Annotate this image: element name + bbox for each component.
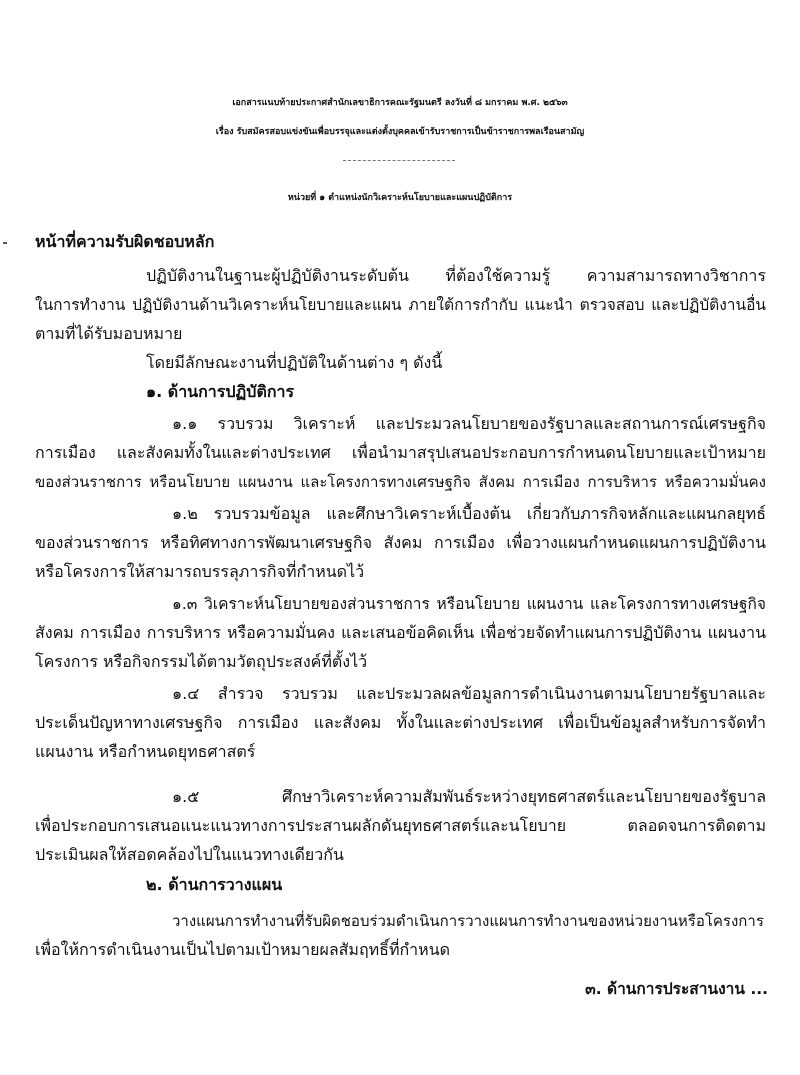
item-1-3-line-3: โครงการ หรือกิจกรรมได้ตามวัตถุประสงค์ที่ตั้งไว้ xyxy=(35,652,368,671)
header-line-1: เอกสารแนบท้ายประกาศสำนักเลขาธิการคณะรัฐมนตรี ลงวันที่ ๘ มกราคม พ.ศ. ๒๕๖๓ xyxy=(232,98,568,108)
section-2-heading: ๒. ด้านการวางแผน xyxy=(146,875,283,894)
item-1-1-line-2: การเมือง และสังคมทั้งในและต่างประเทศ เพื่อนำมาสรุปเสนอประกอบการกำหนดนโยบายและเป้าหมาย xyxy=(35,443,766,462)
item-1-1-line-3: ของส่วนราชการ หรือนโยบาย แผนงาน และโครงการทางเศรษฐกิจ สังคม การเมือง การบริหาร หรือความมั่นคง xyxy=(35,473,766,491)
item-1-2-line-2: ของส่วนราชการ หรือทิศทางการพัฒนาเศรษฐกิจ สังคม การเมือง เพื่อวางแผนกำหนดแผนการปฏิบัติงาน xyxy=(35,533,766,552)
item-1-5-line-2: เพื่อประกอบการเสนอแนะแนวทางการประสานผลักดันยุทธศาสตร์และนโยบาย ตลอดจนการติดตาม xyxy=(35,816,766,835)
margin-mark xyxy=(3,242,7,244)
continuation-note: ๓. ด้านการประสานงาน ... xyxy=(585,980,768,998)
item-1-5-line-1: ๑.๕ ศึกษาวิเคราะห์ความสัมพันธ์ระหว่างยุทธศาสตร์และนโยบายของรัฐบาล xyxy=(172,787,766,806)
item-1-1-line-1: ๑.๑ รวบรวม วิเคราะห์ และประมวลนโยบายของรัฐบาลและสถานการณ์เศรษฐกิจ xyxy=(172,414,766,433)
item-1-3-line-2: สังคม การเมือง การบริหาร หรือความมั่นคง และเสนอข้อคิดเห็น เพื่อช่วยจัดทำแผนการปฏิบัติงาน แผนงาน xyxy=(35,623,766,642)
intro-line-1: ปฏิบัติงานในฐานะผู้ปฏิบัติงานระดับต้น ที่ต้องใช้ความรู้ ความสามารถทางวิชาการ xyxy=(146,266,766,285)
item-1-5-line-3: ประเมินผลให้สอดคล้องไปในแนวทางเดียวกัน xyxy=(35,845,344,864)
intro-line-3: ตามที่ได้รับมอบหมาย xyxy=(35,324,183,343)
unit-title: หน่วยที่ ๑ ตำแหน่งนักวิเคราะห์นโยบายและแผนปฏิบัติการ xyxy=(287,193,513,203)
item-1-4-line-3: แผนงาน หรือกำหนดยุทธศาสตร์ xyxy=(35,742,256,761)
intro-line-4: โดยมีลักษณะงานที่ปฏิบัติในด้านต่าง ๆ ดังนี้ xyxy=(146,353,443,372)
header-line-2: เรื่อง รับสมัครสอบแข่งขันเพื่อบรรจุและแต่งตั้งบุคคลเข้ารับราชการเป็นข้าราชการพลเรือนสามัญ xyxy=(215,127,585,137)
item-1-2-line-1: ๑.๒ รวบรวมข้อมูล และศึกษาวิเคราะห์เบื้องต้น เกี่ยวกับภารกิจหลักและแผนกลยุทธ์ xyxy=(172,504,766,523)
separator-dashes xyxy=(343,160,455,161)
section-1-heading: ๑. ด้านการปฏิบัติการ xyxy=(146,382,295,401)
item-1-2-line-3: หรือโครงการให้สามารถบรรลุภารกิจที่กำหนดไว้ xyxy=(35,562,365,581)
section-2-line-1: วางแผนการทำงานที่รับผิดชอบร่วมดำเนินการวางแผนการทำงานของหน่วยงานหรือโครงการ xyxy=(172,912,764,930)
item-1-4-line-2: ประเด็นปัญหาทางเศรษฐกิจ การเมือง และสังคม ทั้งในและต่างประเทศ เพื่อเป็นข้อมูลสำหรับการจัดทำ xyxy=(35,713,766,732)
item-1-4-line-1: ๑.๔ สำรวจ รวบรวม และประมวลผลข้อมูลการดำเนินงานตามนโยบายรัฐบาลและ xyxy=(172,684,766,703)
item-1-3-line-1: ๑.๓ วิเคราะห์นโยบายของส่วนราชการ หรือนโยบาย แผนงาน และโครงการทางเศรษฐกิจ xyxy=(172,595,766,613)
section-2-line-2: เพื่อให้การดำเนินงานเป็นไปตามเป้าหมายผลสัมฤทธิ์ที่กำหนด xyxy=(35,940,451,959)
duties-heading: หน้าที่ความรับผิดชอบหลัก xyxy=(35,232,215,251)
intro-line-2: ในการทำงาน ปฏิบัติงานด้านวิเคราะห์นโยบายและแผน ภายใต้การกำกับ แนะนำ ตรวจสอบ และปฏิบัติงานอื่น xyxy=(35,296,766,314)
